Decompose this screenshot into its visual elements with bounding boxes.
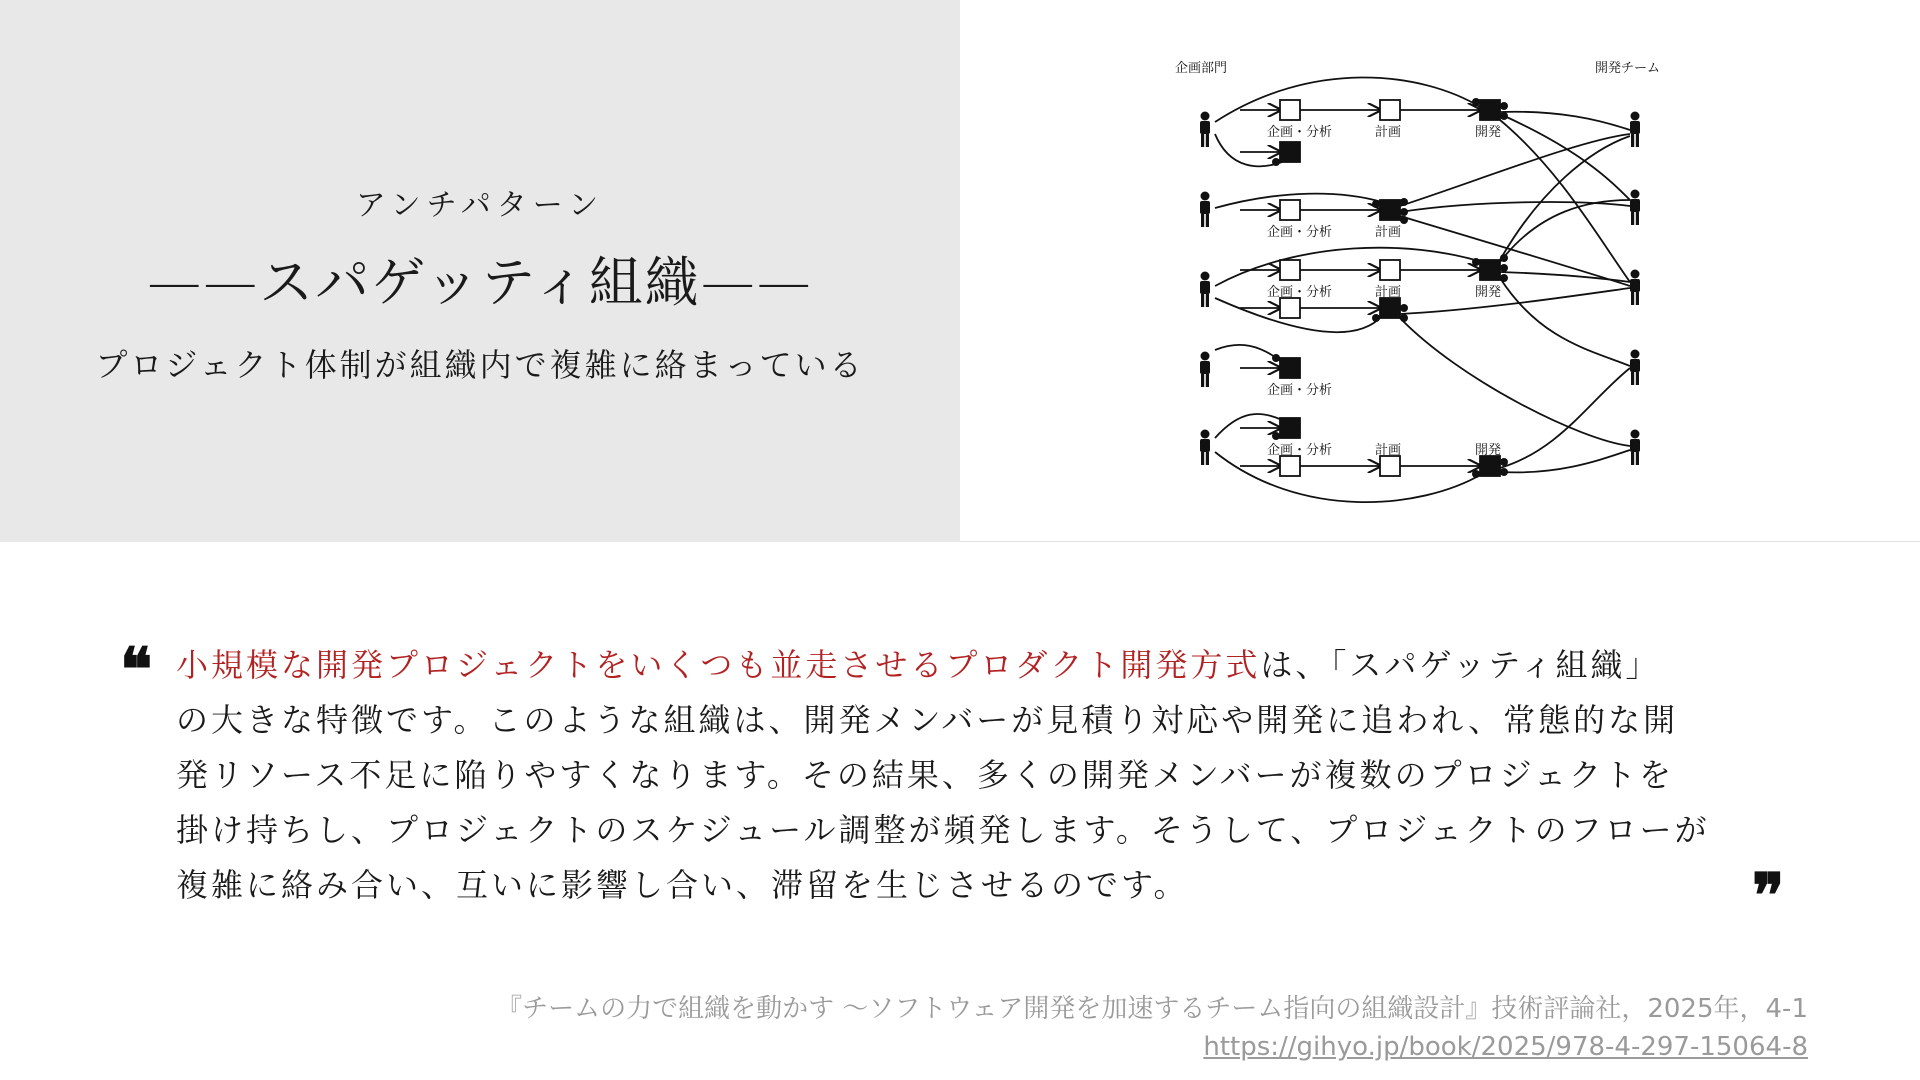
label-plan: 計画 [1375, 225, 1402, 240]
person-icon [1630, 270, 1640, 306]
label-analysis: 企画・分析 [1267, 285, 1333, 300]
label-dev: 開発 [1475, 443, 1502, 458]
quote-line-2: の大きな特徴です。このような組織は、開発メンバーが見積り対応や開発に追われ、常態的な開 [176, 701, 1679, 739]
quote-line-5: 複雑に絡み合い、互いに影響し合い、滞留を生じさせるのです。 [176, 866, 1189, 904]
quote-line-1: は、「スパゲッティ組織」 [1260, 646, 1661, 684]
page-subtitle: プロジェクト体制が組織内で複雑に絡まっている [95, 346, 865, 384]
quote-highlight: 小規模な開発プロジェクトをいくつも並走させるプロダクト開発方式 [176, 646, 1261, 684]
person-icon [1630, 430, 1640, 466]
person-icon [1630, 350, 1640, 386]
person-icon [1630, 190, 1640, 226]
close-quote-icon: ❞ [1752, 861, 1785, 931]
diagram-label-devteam: 開発チーム [1595, 61, 1661, 76]
label-analysis: 企画・分析 [1267, 125, 1333, 140]
citation-text: 『チームの力で組織を動かす ～ソフトウェア開発を加速するチーム指向の組織設計』技術評論社，2025年，4-1 [496, 994, 1808, 1024]
person-icon [1200, 192, 1210, 228]
person-icon [1200, 112, 1210, 148]
source-citation [496, 990, 1808, 1066]
label-analysis: 企画・分析 [1267, 443, 1333, 458]
person-icon [1200, 430, 1210, 466]
open-quote-icon: ❝ [120, 635, 153, 705]
page-title: ——スパゲッティ組織—— [147, 251, 813, 314]
person-icon [1200, 272, 1210, 308]
label-plan: 計画 [1375, 443, 1402, 458]
kicker: アンチパターン [355, 188, 605, 223]
label-plan: 計画 [1375, 285, 1402, 300]
diagram-label-planning: 企画部門 [1175, 61, 1228, 76]
person-icon [1630, 112, 1640, 148]
label-analysis: 企画・分析 [1267, 383, 1333, 398]
source-link[interactable]: https://gihyo.jp/book/2025/978-4-297-15064-8 [1203, 1032, 1808, 1062]
quote-line-3: 発リソース不足に陥りやすくなります。その結果、多くの開発メンバーが複数のプロジェクトを [176, 756, 1674, 794]
quote-line-4: 掛け持ちし、プロジェクトのスケジュール調整が頻発します。そうして、プロジェクトのフローが [176, 811, 1710, 849]
person-icon [1200, 352, 1210, 388]
quote-text [176, 638, 1766, 913]
label-dev: 開発 [1475, 285, 1502, 300]
label-dev: 開発 [1475, 125, 1502, 140]
divider [960, 541, 1920, 542]
label-analysis: 企画・分析 [1267, 225, 1333, 240]
label-plan: 計画 [1375, 125, 1402, 140]
spaghetti-diagram [1160, 50, 1700, 520]
